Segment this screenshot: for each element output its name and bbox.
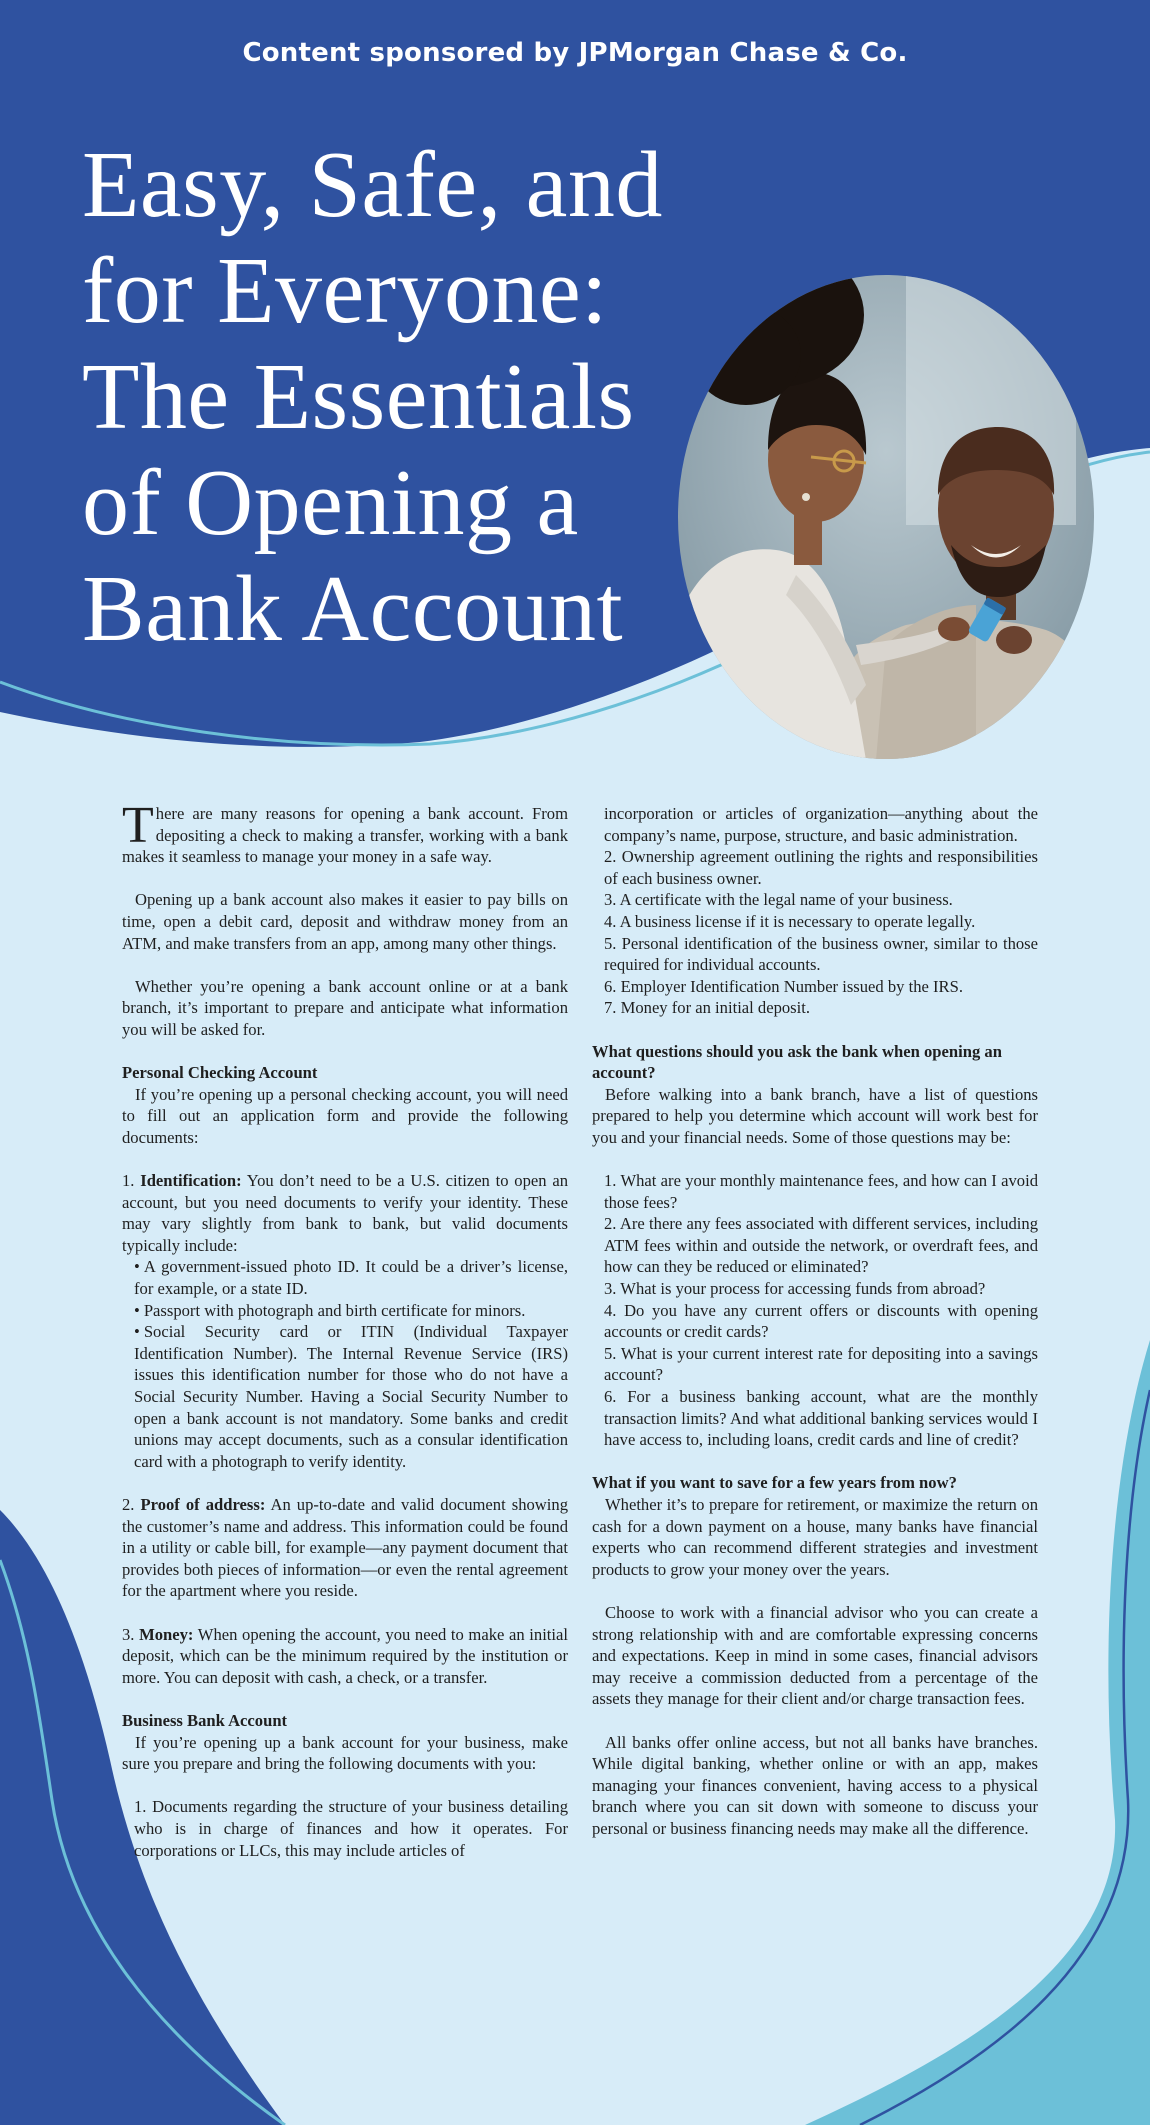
headline-line: The Essentials — [82, 345, 635, 449]
requirement-money — [122, 1624, 568, 1689]
sponsor-banner: Content sponsored by JPMorgan Chase & Co. — [242, 38, 908, 68]
requirement-identification — [122, 1170, 568, 1256]
headline — [82, 132, 722, 662]
item-text: An up-to-date and valid document showing the customer’s name and address. This information could be found in a utility or cable bill, for example—any payment document that provides both pieces of information—or even the rental agreement for the apartment where you reside. — [122, 1495, 568, 1601]
business-document-list — [592, 846, 1038, 1019]
bullet-icon: • — [134, 1322, 140, 1342]
list-item: 2. Ownership agreement outlining the rights and responsibilities of each business owner. — [604, 847, 1038, 888]
requirement-proof-of-address — [122, 1494, 568, 1602]
item-label: Proof of address: — [140, 1495, 266, 1514]
list-item-text: A government-issued photo ID. It could be a driver’s license, for example, or a state ID. — [134, 1257, 568, 1299]
item-text: You don’t need to be a U.S. citizen to open an account, but you need documents to verify your identity. These may vary slightly from bank to bank, but valid documents typically include: — [122, 1171, 569, 1255]
item-label: Money: — [139, 1624, 194, 1644]
item-number: 3. — [122, 1624, 140, 1644]
drop-cap: T — [122, 797, 154, 854]
list-item: 3. What is your process for accessing funds from abroad? — [604, 1279, 986, 1299]
list-item: 5. Personal identification of the business owner, similar to those required for individual accounts. — [604, 933, 1038, 975]
business-document-item-continued: incorporation or articles of organization—anything about the company’s name, purpose, structure, and basic administration. — [604, 804, 1038, 845]
body-paragraph: Opening up a bank account also makes it easier to pay bills on time, open a debit card, deposit and withdraw money from an ATM, and make transfers from an app, among many other things. — [122, 890, 568, 953]
list-item — [134, 1321, 568, 1472]
item-number: 2. — [122, 1495, 141, 1514]
body-paragraph: Before walking into a bank branch, have a list of questions prepared to help you determine which account will work best for you and your financial needs. Some of those questions may be: — [592, 1084, 1038, 1147]
headline-line: Bank Account — [82, 557, 624, 661]
body-paragraph: Choose to work with a financial advisor who you can create a strong relationship with and are comfortable expressing concerns and expectations. Keep in mind in some cases, financial advisors may receive a commission deducted from a percentage of the assets they manage for their client and/or charge transaction fees. — [592, 1602, 1038, 1709]
headline-line: of Opening a — [82, 451, 579, 555]
list-item: 2. Are there any fees associated with different services, including ATM fees within and outside the network, or overdraft fees, and how can they be reduced or eliminated? — [604, 1214, 1038, 1277]
body-paragraph: If you’re opening up a bank account for your business, make sure you prepare and bring the following documents with you: — [122, 1732, 568, 1774]
body-paragraph: If you’re opening up a personal checking account, you will need to fill out an application form and provide the following documents: — [122, 1084, 568, 1147]
list-item: 7. Money for an initial deposit. — [604, 998, 811, 1018]
bullet-icon: • — [134, 1257, 140, 1277]
headline-line: for Everyone: — [82, 239, 608, 343]
list-item-text: Passport with photograph and birth certificate for minors. — [143, 1300, 526, 1320]
intro-text: here are many reasons for opening a bank account. From depositing a check to making a transfer, working with a bank makes it seamless to manage your money in a safe way. — [122, 804, 568, 867]
item-number: 1. — [122, 1171, 141, 1191]
list-item: 3. A certificate with the legal name of your business. — [604, 890, 953, 910]
list-item: 4. A business license if it is necessary to operate legally. — [604, 911, 976, 931]
list-item-text: Social Security card or ITIN (Individual Taxpayer Identification Number). The Internal Revenue Service (IRS) issues this identification number for those who do not have a Social Security Number. Having a Social Security Number to open a bank account is not mandatory. Some banks and credit unions may accept documents, such as a consular identification card with a photograph to verify identity. — [134, 1322, 568, 1471]
list-item — [134, 1256, 568, 1299]
article-column-left — [122, 797, 569, 1861]
article-column-right — [592, 803, 1038, 1861]
item-text: When opening the account, you need to make an initial deposit, which can be the minimum required by the institution or more. You can deposit with cash, a check, or a transfer. — [122, 1624, 568, 1687]
intro-paragraph — [122, 797, 568, 868]
couple-with-card-photo — [676, 245, 1096, 760]
item-label: Identification: — [140, 1171, 242, 1191]
section-heading: What if you want to save for a few years from now? — [592, 1473, 957, 1493]
list-item: 1. What are your monthly maintenance fees, and how can I avoid those fees? — [604, 1171, 1038, 1212]
business-document-item: 1. Documents regarding the structure of your business detailing who is in charge of finances and how it operates. For corporations or LLCs, this may include articles of — [134, 1797, 568, 1860]
list-item: 4. Do you have any current offers or discounts with opening accounts or credit cards? — [604, 1300, 1038, 1342]
bullet-icon: • — [134, 1300, 140, 1320]
list-item: 6. Employer Identification Number issued by the IRS. — [604, 976, 964, 996]
list-item — [134, 1300, 568, 1322]
headline-line: Easy, Safe, and — [82, 133, 663, 237]
body-paragraph: Whether it’s to prepare for retirement, or maximize the return on cash for a down payment on a house, many banks have financial experts who can recommend different strategies and investment products to grow your money over the years. — [592, 1495, 1038, 1579]
question-list — [592, 1170, 1038, 1451]
list-item: 5. What is your current interest rate for depositing into a savings account? — [604, 1343, 1038, 1385]
body-paragraph: Whether you’re opening a bank account online or at a bank branch, it’s important to prepare and anticipate what information you will be asked for. — [122, 976, 568, 1039]
body-paragraph: All banks offer online access, but not all banks have branches. While digital banking, whether online or with an app, makes managing your finances convenient, having access to a physical branch where you can sit down with someone to discuss your personal or business financing needs may make all the difference. — [592, 1732, 1038, 1838]
section-heading: What questions should you ask the bank when opening an account? — [592, 1041, 1002, 1083]
document-bullet-list — [122, 1256, 568, 1472]
section-heading: Business Bank Account — [122, 1710, 288, 1730]
list-item: 6. For a business banking account, what are the monthly transaction limits? And what additional banking services would I have access to, including loans, credit cards and line of credit? — [604, 1387, 1038, 1450]
section-heading: Personal Checking Account — [122, 1063, 318, 1083]
